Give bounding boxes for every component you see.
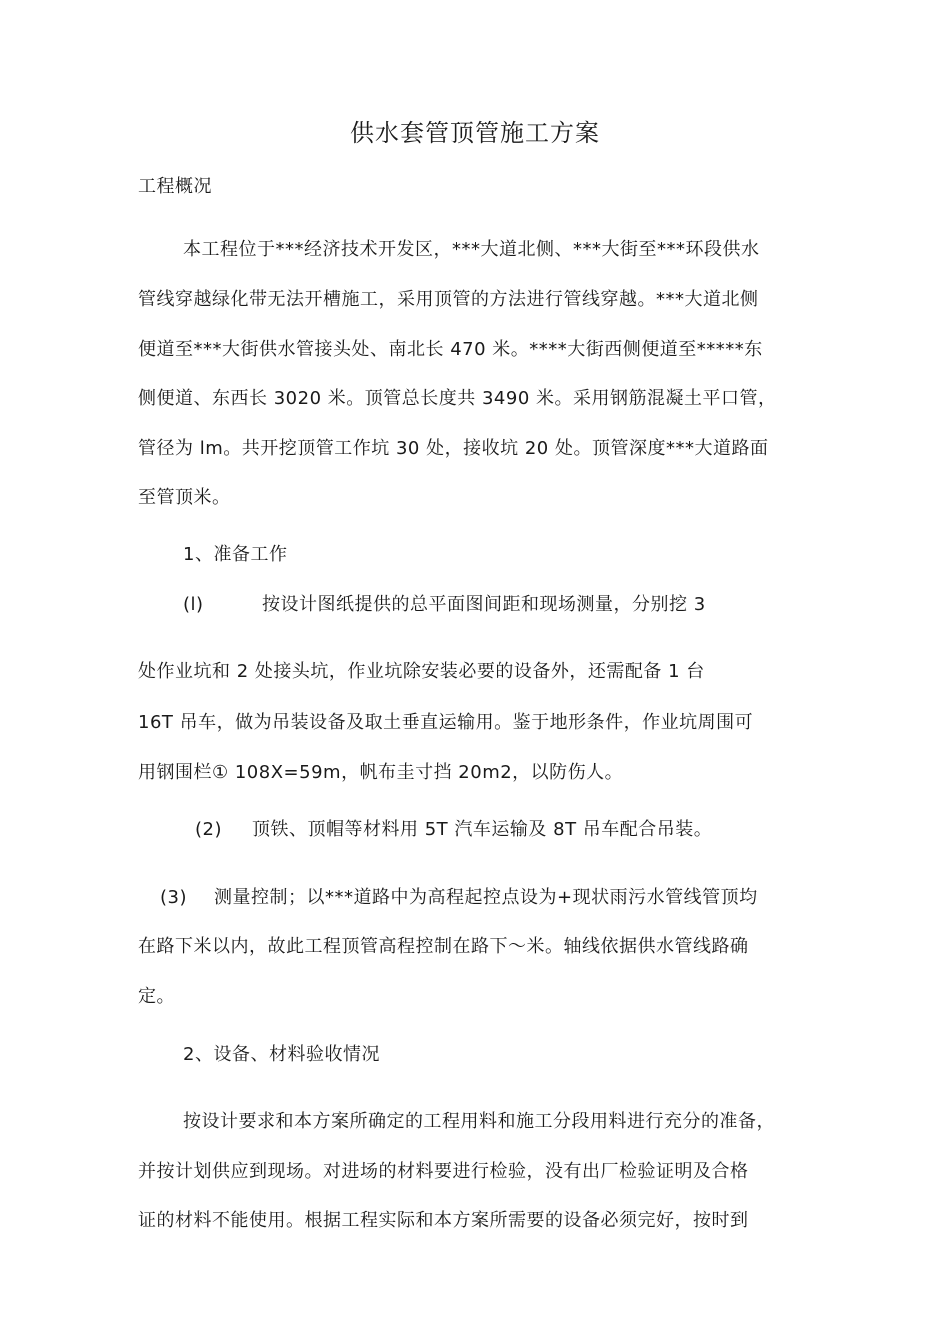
item-line: 16T 吊车，做为吊装设备及取土垂直运输用。鉴于地形条件，作业坑周围可	[138, 712, 754, 733]
item-line: 测量控制；以***道路中为高程起控点设为+现状雨污水管线管顶均	[214, 887, 758, 908]
section-heading-materials: 2、设备、材料验收情况	[183, 1044, 380, 1065]
item-number: (3)	[160, 887, 187, 908]
item-line: 用钢围栏① 108X=59m，帆布圭寸挡 20m2，以防伤人。	[138, 762, 624, 783]
item-line: 顶铁、顶帽等材料用 5T 汽车运输及 8T 吊车配合吊装。	[252, 819, 713, 840]
section-heading-preparation: 1、准备工作	[183, 544, 288, 565]
section-heading-overview: 工程概况	[138, 176, 212, 197]
item-line: 按设计图纸提供的总平面图间距和现场测量，分别挖 3	[262, 594, 706, 615]
overview-line: 管线穿越绿化带无法开槽施工，采用顶管的方法进行管线穿越。***大道北侧	[138, 289, 759, 310]
overview-line: 管径为 lm。共开挖顶管工作坑 30 处，接收坑 20 处。顶管深度***大道路面	[138, 438, 769, 459]
materials-line: 证的材料不能使用。根据工程实际和本方案所需要的设备必须完好，按时到	[138, 1210, 749, 1231]
overview-line: 至管顶米。	[138, 487, 231, 508]
overview-line: 本工程位于***经济技术开发区，***大道北侧、***大街至***环段供水	[183, 239, 760, 260]
item-line: 处作业坑和 2 处接头坑，作业坑除安装必要的设备外，还需配备 1 台	[138, 661, 705, 682]
item-number: (l)	[183, 594, 204, 615]
overview-line: 便道至***大街供水管接头处、南北长 470 米。****大街西侧便道至*****东	[138, 339, 763, 360]
overview-line: 侧便道、东西长 3020 米。顶管总长度共 3490 米。采用钢筋混凝土平口管，	[138, 388, 777, 409]
document-title: 供水套管顶管施工方案	[350, 119, 600, 147]
item-number: (2)	[195, 819, 222, 840]
item-line: 定。	[138, 986, 175, 1007]
item-line: 在路下米以内，故此工程顶管高程控制在路下〜米。轴线依据供水管线路确	[138, 936, 749, 957]
materials-line: 按设计要求和本方案所确定的工程用料和施工分段用料进行充分的准备，	[183, 1111, 775, 1132]
materials-line: 并按计划供应到现场。对进场的材料要进行检验，没有出厂检验证明及合格	[138, 1161, 749, 1182]
